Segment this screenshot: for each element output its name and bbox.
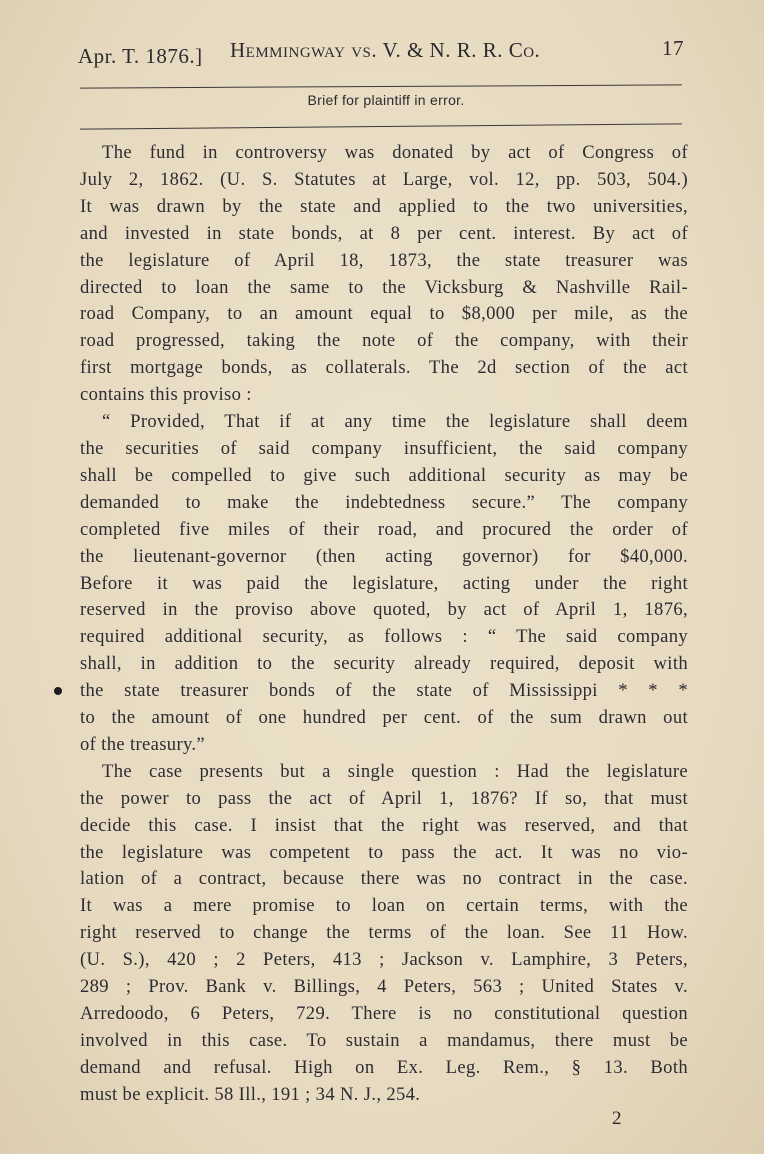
text-line: right reserved to change the terms of the loan. See 11 How. <box>80 922 688 944</box>
ink-blot <box>54 687 62 695</box>
text-line: The case presents but a single question : Had the legislature <box>102 760 688 782</box>
text-line: road progressed, taking the note of the company, with their <box>80 330 688 352</box>
text-line: the legislature of April 18, 1873, the state treasurer was <box>80 249 688 271</box>
term-label: Apr. T. 1876.] <box>78 44 203 68</box>
text-line: demand and refusal. High on Ex. Leg. Rem., § 13. Both <box>80 1056 688 1078</box>
text-line: to the amount of one hundred per cent. of the sum drawn out <box>80 707 688 729</box>
text-line: directed to loan the same to the Vicksburg & Nashville Rail- <box>80 276 688 298</box>
text-line: demanded to make the indebtedness secure.” The company <box>80 491 688 513</box>
text-line: reserved in the proviso above quoted, by act of April 1, 1876, <box>80 599 688 621</box>
text-line: of the treasury.” <box>80 733 206 755</box>
text-line: shall, in addition to the security already required, deposit with <box>80 653 688 675</box>
text-line: completed five miles of their road, and procured the order of <box>80 518 688 540</box>
text-line: shall be compelled to give such additional security as may be <box>80 464 688 486</box>
text-line: the legislature was competent to pass the act. It was no vio- <box>80 841 688 863</box>
text-line: the lieutenant-governor (then acting governor) for $40,000. <box>80 545 688 567</box>
subheading-rule <box>80 123 682 129</box>
text-line: July 2, 1862. (U. S. Statutes at Large, vol. 12, pp. 503, 504.) <box>80 168 688 190</box>
text-line: and invested in state bonds, at 8 per cent. interest. By act of <box>80 222 688 244</box>
text-line: the power to pass the act of April 1, 1876? If so, that must <box>80 787 688 809</box>
text-line: must be explicit. 58 Ill., 191 ; 34 N. J., 254. <box>80 1083 421 1105</box>
case-title: Hemmingway vs. V. & N. R. R. Co. <box>230 38 541 62</box>
text-line: the securities of said company insufficient, the said company <box>80 437 688 459</box>
text-line: “ Provided, That if at any time the legislature shall deem <box>102 411 688 433</box>
text-line: Arredoodo, 6 Peters, 729. There is no constitutional question <box>80 1003 688 1024</box>
running-header <box>78 36 684 72</box>
subheading: Brief for plaintiff in error. <box>307 92 465 108</box>
text-line: lation of a contract, because there was no contract in the case. <box>80 868 688 890</box>
header-rule <box>80 84 682 88</box>
text-line: decide this case. I insist that the right was reserved, and that <box>80 814 688 836</box>
text-line: (U. S.), 420 ; 2 Peters, 413 ; Jackson v. Lamphire, 3 Peters, <box>80 949 688 971</box>
text-line: Before it was paid the legislature, acting under the right <box>80 572 688 594</box>
text-line: involved in this case. To sustain a mandamus, there must be <box>80 1029 688 1051</box>
text-line: The fund in controversy was donated by act of Congress of <box>102 142 688 163</box>
signature-mark: 2 <box>612 1108 622 1129</box>
text-line: road Company, to an amount equal to $8,000 per mile, as the <box>80 303 688 325</box>
page-number: 17 <box>662 36 684 60</box>
text-line: contains this proviso : <box>80 384 252 406</box>
text-line: the state treasurer bonds of the state of Mississippi * * * <box>80 680 688 702</box>
body-text <box>80 140 688 1109</box>
text-line: It was drawn by the state and applied to the two universities, <box>80 195 688 217</box>
text-line: It was a mere promise to loan on certain terms, with the <box>80 895 688 917</box>
text-line: 289 ; Prov. Bank v. Billings, 4 Peters, 563 ; United States v. <box>80 976 688 998</box>
text-line: first mortgage bonds, as collaterals. The 2d section of the act <box>80 357 688 379</box>
text-line: required additional security, as follows : “ The said company <box>80 626 688 648</box>
